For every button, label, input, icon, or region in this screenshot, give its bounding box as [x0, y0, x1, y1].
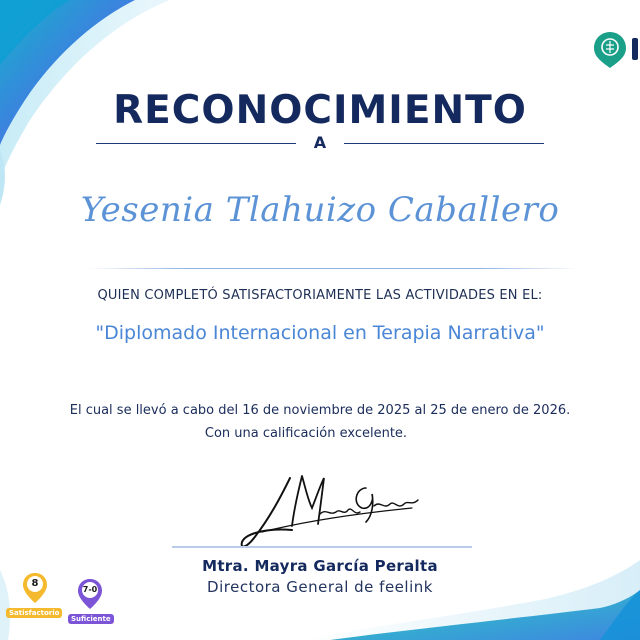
- to-label: A: [313, 133, 327, 152]
- map-pin-icon: [77, 578, 103, 610]
- grade-badge-suficiente: [77, 578, 103, 610]
- badge-label-suficiente: Suficiente: [68, 614, 114, 624]
- badge-value: 8: [31, 578, 39, 589]
- signature-line: [172, 546, 472, 548]
- grade-statement: Con una calificación excelente.: [204, 426, 408, 441]
- grade-badge-satisfactorio: [22, 572, 48, 604]
- completion-statement: QUIEN COMPLETÓ SATISFACTORIAMENTE LAS ACTIVIDADES EN EL:: [97, 288, 543, 303]
- feelink-logo-icon: [592, 30, 640, 70]
- recipient-name: Yesenia Tlahuizo Caballero: [80, 190, 560, 230]
- signer-name: Mtra. Mayra García Peralta: [202, 557, 438, 575]
- program-name: "Diplomado Internacional en Terapia Narrativa": [95, 322, 545, 344]
- badge-label-satisfactorio: Satisfactorio: [6, 608, 62, 618]
- certificate-title: RECONOCIMIENTO: [113, 88, 527, 133]
- recipient-rule: [88, 268, 578, 269]
- dates-statement: El cual se llevó a cabo del 16 de noviembre de 2025 al 25 de enero de 2026.: [69, 403, 571, 418]
- badge-value: 7-0: [82, 585, 98, 594]
- signer-role: Directora General de feelink: [207, 578, 433, 596]
